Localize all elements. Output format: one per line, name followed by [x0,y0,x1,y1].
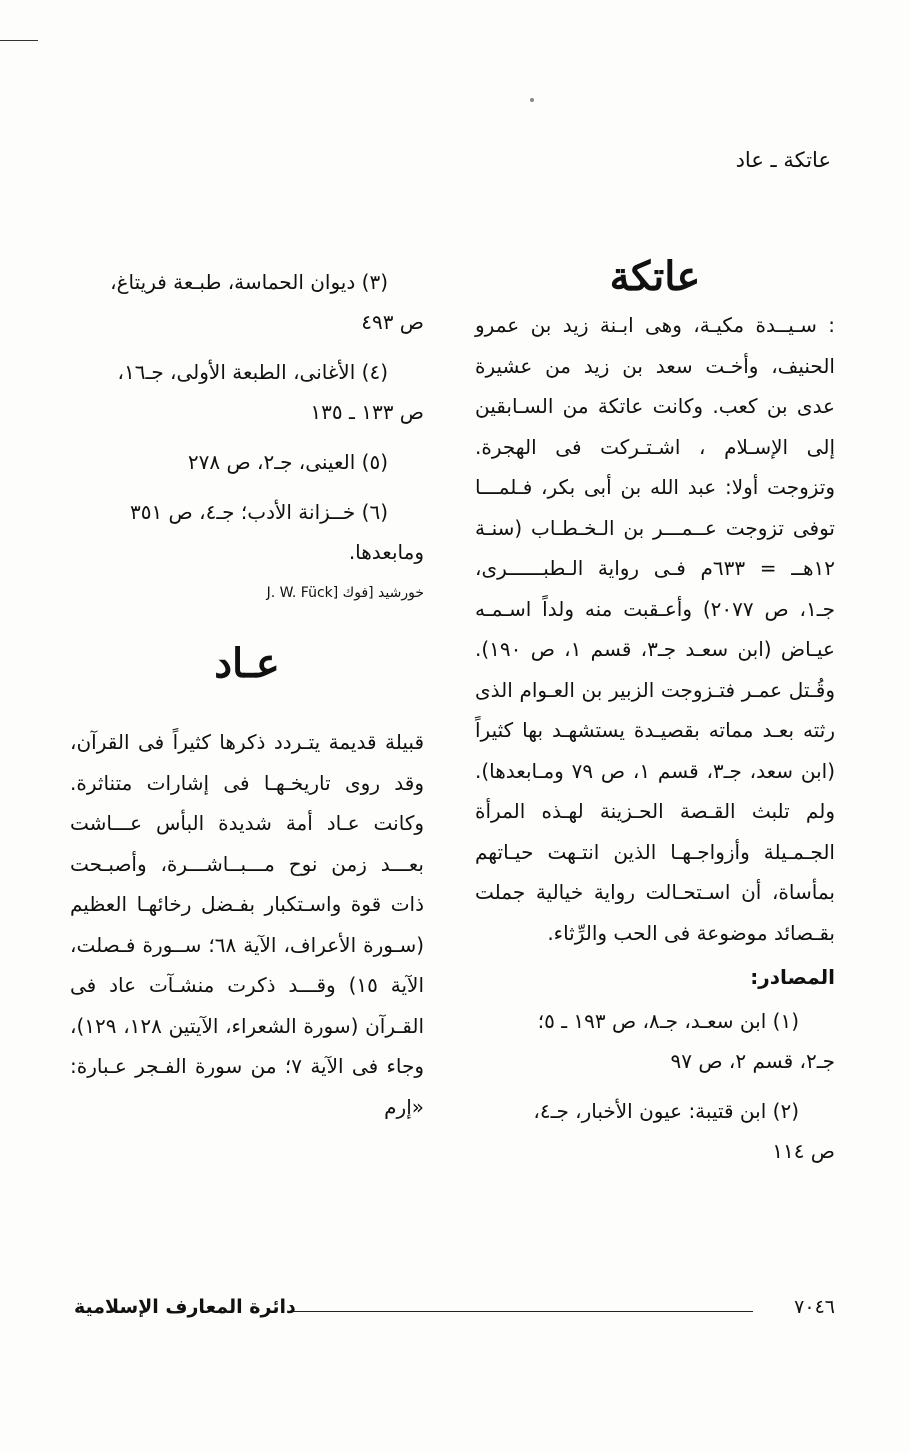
scan-edge-mark [0,40,38,41]
source-item-4-line-2: ص ١٣٣ ـ ١٣٥ [310,400,424,424]
source-item-3 [70,262,424,342]
source-item-5 [70,442,424,482]
journal-name: دائرة المعارف الإسلامية [74,1296,296,1318]
source-item-2-line-2: ص ١١٤ [772,1139,835,1163]
source-item-2-line-1: (٢) ابن قتيبة: عيون الأخبار، جـ٤، [533,1099,799,1123]
author-signature [70,582,424,604]
source-item-4-line-1: (٤) الأغانى، الطبعة الأولى، جـ١٦، [117,360,388,384]
author-name-arabic: خورشيد [فوك [342,585,424,601]
source-item-1-line-2: جـ٢، قسم ٢، ص ٩٧ [670,1049,835,1073]
column-left [70,262,424,1127]
scan-speck [530,98,534,102]
footer-rule [288,1311,753,1312]
source-item-3-line-1: (٣) ديوان الحماسة، طبـعة فريتاغ، [110,270,388,294]
source-item-3-line-2: ص ٤٩٣ [361,310,424,334]
source-item-6-line-1: (٦) خــزانة الأدب؛ جـ٤، ص ٣٥١ [129,500,388,524]
running-head: عاتكة ـ عاد [735,148,831,172]
article-title-atika: عاتكة [609,253,701,300]
source-item-5-line-1: (٥) العينى، جـ٢، ص ٢٧٨ [187,450,388,474]
source-item-1-line-1: (١) ابن سعـد، جـ٨، ص ١٩٣ ـ ٥؛ [537,1009,799,1033]
article-body-atika: : سـيــدة مكيـة، وهى ابـنة زيد بن عمرو الحنيف، وأخـت سعد بن زيد من عشيرة عدى بن كعب. وكانت عاتكة من السـابقين إلى الإسـلام ، اشـتـركت فى الهجرة. وتزوجت أولا: عبد الله بن أبى بكر، فـلمـــا توفى تزوجت عــمـــر بن الـخـطـاب (سنـة ١٢هــ = ٦٣٣م فـى رواية الـطبــــــرى، جـ١، ص ٢٠٧٧) وأعـقبت منه ولداً اسـمـه عيـاض (ابن سعـد جـ٣، قسم ١، ص ١٩٠). وقُـتل عمـر فتـزوجت الزبير بن العـوام الذى رثته بعـد مماته بقصيـدة يستشهـد بها كثيراً (ابن سعد، جـ٣، قسم ١، ص ٧٩ ومـابعدها). ولم تلبث القـصة الحـزينة لهـذه المرأة الجـمـيلة وأزواجـهـا الذين انتـهت حيـاتهم بمأساة، أن اسـتحـالت رواية خيالية جملت بقـصائد موضوعة فى الحب والرِّثاء. [475,313,835,945]
source-item-1 [475,1001,835,1081]
article-body-ad: قبيلة قديمة يتـردد ذكرها كثيراً فى القرآن، وقد روى تاريخـهـا فى إشارات متناثرة. وكانت عـاد أمة شديدة البأس عـــاشت بعـــد زمن نوح مـــبــاشـــرة، وأصبـحت ذات قوة واسـتكبار بفـضل رخائهـا العظيم (سـورة الأعراف، الآية ٦٨؛ ســورة فـصلت، الآية ١٥) وقـــد ذكرت منشـآت عاد فى القـرآن (سورة الشعراء، الآيتين ١٢٨، ١٢٩)، وجاء فى الآية ٧؛ من سورة الفـجر عـبارة: «إرم [70,730,425,1119]
column-right [475,245,835,1181]
source-item-4 [70,352,424,432]
page-number: ٧٠٤٦ [794,1296,835,1318]
page-footer [74,1296,835,1326]
source-item-2 [475,1091,835,1171]
source-item-6-line-2: ومابعدها. [348,540,424,564]
source-item-6 [70,492,424,572]
article-title-ad: عـاد [214,640,280,687]
sources-heading: المصادر: [750,965,835,989]
author-name-latin: J. W. Fück] [266,585,339,601]
